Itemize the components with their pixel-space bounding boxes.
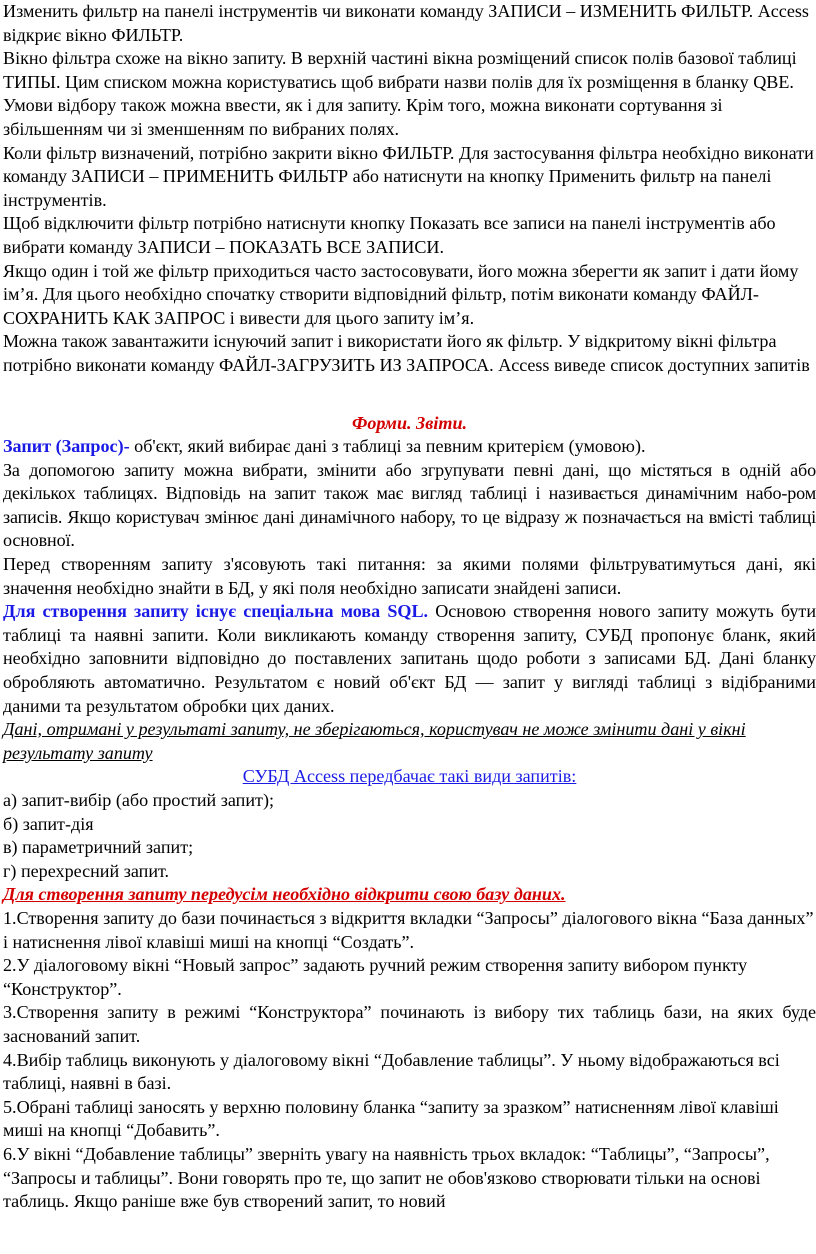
section-heading: Форми. Звіти. [351, 412, 468, 433]
blank-line [3, 378, 816, 408]
definition-paragraph [3, 435, 816, 459]
step-item: 1.Створення запиту до бази починається з відкриття вкладки “Запросы” діалогового вікна “База данных” і натиснення лівої клавіші миші на кнопці “Создать”. [3, 907, 814, 952]
definition-text: об'єкт, який вибирає дані з таблиці за певним критерієм (умовою). [129, 436, 646, 457]
query-types-heading: СУБД Access передбачає такі види запитів: [242, 766, 577, 787]
query-type-item: б) запит-дія [3, 813, 94, 834]
step-item: 6.У вікні “Добавление таблицы” зверніть увагу на наявність трьох вкладок: “Таблицы”, “Запросы”, “Запросы и таблицы”. Вони говорять про те, що запит не обов'язково створювати тільки на основі таблиць. Якщо раніше вже був створений запит, то новий [3, 1143, 770, 1212]
open-database-text: Для створення запиту передусім необхідно відкрити свою базу даних. [3, 884, 566, 905]
paragraph-query-questions: Перед створенням запиту з'ясовують такі питання: за якими полями фільтруватимуться дані, які значення необхідно знайти в БД, у які поля необхідно записати знайдені записи. [3, 554, 816, 598]
query-type-item: а) запит-вибір (або простий запит); [3, 790, 274, 810]
definition-term: Запит (Запрос)- [3, 436, 130, 457]
italic-note: Дані, отримані у результаті запиту, не зберігаються, користувач не може змінити дані у вікні результату запиту [3, 719, 746, 763]
paragraph-query-purpose: За допомогою запиту можна вибрати, змінити або згрупувати певні дані, що містяться в одній або декількох таблицях. Відповідь на запит також має вигляд таблиці і називається динамічним набо-ром записів. Якщо користувач змінює дані динамічного набору, то це відразу ж позначається на вмісті таблиці основної. [3, 459, 816, 551]
sql-text: Основою створення нового запиту можуть бути таблиці та наявні запити. Коли викликають команду створення запиту, СУБД пропонує бланк, який необхідно заповнити відповідно до поставлених запитань щодо роботи з записами БД. Дані бланку обробляють автоматично. Результатом є новий об'єкт БД — запит у вигляді таблиці з відібраними даними та результатом обробки цих даних. [3, 601, 816, 716]
open-database-note [3, 883, 816, 907]
paragraph-load-query: Можна також завантажити існуючий запит і використати його як фільтр. У відкритому вікні фільтра потрібно виконати команду ФАЙЛ-ЗАГРУЗИТЬ ИЗ ЗАПРОСА. Access виведе список доступних запитів [3, 331, 810, 375]
step-item: 3.Створення запиту в режимі “Конструктора” починають із вибору тих таблиць бази, на яких буде заснований запит. [3, 1002, 816, 1046]
paragraph-disable-filter: Щоб відключити фільтр потрібно натиснути кнопку Показать все записи на панелі інструментів або вибрати команду ЗАПИСИ – ПОКАЗАТЬ ВСЕ ЗАПИСИ. [3, 213, 776, 257]
sql-lead: Для створення запиту існує спеціальна мова SQL. [3, 601, 429, 622]
query-type-item: г) перехресний запит. [3, 860, 170, 881]
paragraph-change-filter: Изменить фильтр на панелі інструментів чи виконати команду ЗАПИСИ – ИЗМЕНИТЬ ФИЛЬТР. Access відкриє вікно ФИЛЬТР. [3, 1, 809, 45]
step-item: 5.Обрані таблиці заносять у верхню половину бланка “запиту за зразком” натисненням лівої клавіші миші на кнопці “Добавить”. [3, 1096, 779, 1141]
paragraph-save-filter: Якщо один і той же фільтр приходиться часто застосовувати, його можна зберегти як запит і дати йому ім’я. Для цього необхідно спочатку створити відповідний фільтр, потім виконати команду ФАЙЛ-СОХРАНИТЬ КАК ЗАПРОС і вивести для цього запиту ім’я. [3, 260, 799, 328]
paragraph-filter-window: Вікно фільтра схоже на вікно запиту. В верхній частині вікна розміщений список полів базової таблиці ТИПЫ. Цим списком можна користуватись щоб вибрати назви полів для їх розміщення в бланку QBE. Умови відбору також можна ввести, як і для запиту. Крім того, можна виконати сортування зі збільшенням чи зі зменшенням по вибраних полях. [3, 48, 797, 139]
step-item: 4.Вибір таблиць виконують у діалоговому вікні “Добавление таблицы”. У ньому відображаються всі таблиці, наявні в базі. [3, 1049, 780, 1094]
paragraph-sql [3, 600, 816, 718]
query-type-item: в) параметричний запит; [3, 837, 194, 858]
paragraph-apply-filter: Коли фільтр визначений, потрібно закрити вікно ФИЛЬТР. Для застосування фільтра необхідно виконати команду ЗАПИСИ – ПРИМЕНИТЬ ФИЛЬТР або натиснути на кнопку Применить фильтр на панелі інструментів. [3, 142, 814, 210]
step-item: 2.У діалоговому вікні “Новый запрос” задають ручний режим створення запиту вибором пункту “Конструктор”. [3, 955, 748, 999]
